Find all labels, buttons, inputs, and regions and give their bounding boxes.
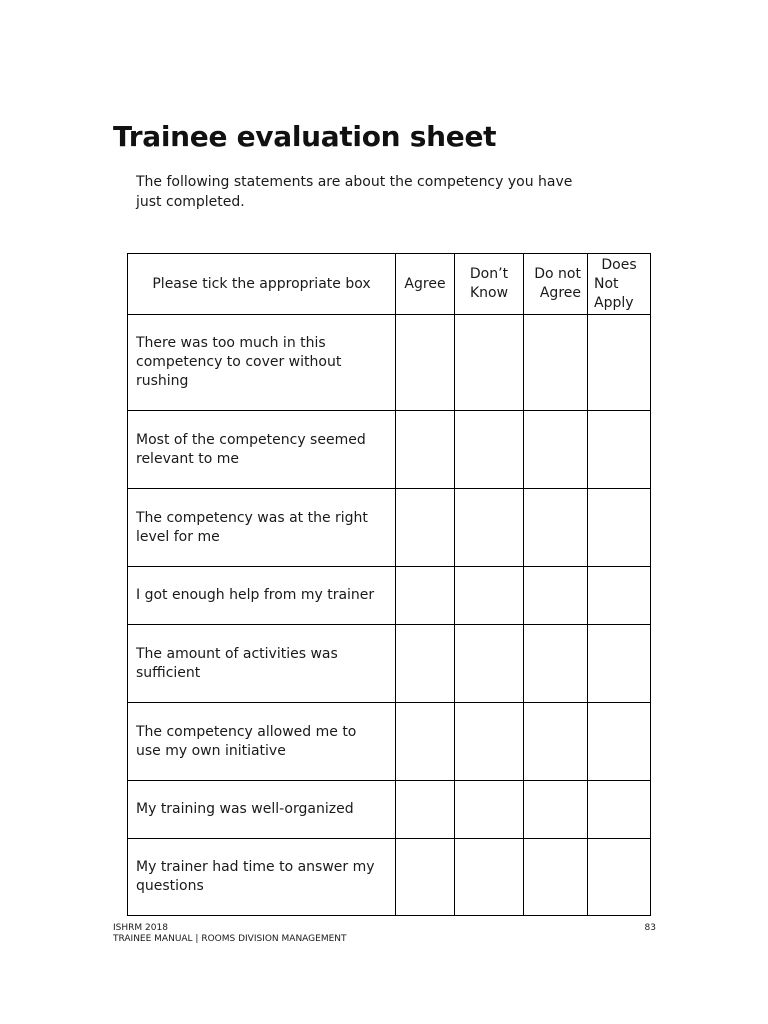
header-prompt: Please tick the appropriate box — [128, 254, 396, 315]
header-row — [128, 254, 651, 315]
tick-box-do-not-agree[interactable] — [524, 489, 588, 567]
statement-text: The competency was at the right level for me — [128, 489, 396, 567]
header-do-not-agree-line1: Do not — [534, 266, 581, 282]
tick-box-does-not-apply[interactable] — [588, 781, 651, 839]
tick-box-does-not-apply[interactable] — [588, 489, 651, 567]
tick-box-dont-know[interactable] — [455, 489, 524, 567]
tick-box-do-not-agree[interactable] — [524, 781, 588, 839]
tick-box-does-not-apply[interactable] — [588, 839, 651, 916]
tick-box-does-not-apply[interactable] — [588, 625, 651, 703]
tick-box-does-not-apply[interactable] — [588, 567, 651, 625]
tick-box-agree[interactable] — [396, 781, 455, 839]
statement-text: Most of the competency seemed relevant to me — [128, 411, 396, 489]
tick-box-does-not-apply[interactable] — [588, 411, 651, 489]
footer-manual: TRAINEE MANUAL | ROOMS DIVISION MANAGEMENT — [113, 934, 347, 944]
tick-box-does-not-apply[interactable] — [588, 315, 651, 411]
tick-box-agree[interactable] — [396, 703, 455, 781]
evaluation-table — [127, 253, 651, 916]
table-row — [128, 567, 651, 625]
footer-page-number: 83 — [644, 923, 656, 933]
tick-box-does-not-apply[interactable] — [588, 703, 651, 781]
header-does-not-apply — [588, 254, 651, 315]
statement-text: My trainer had time to answer my questions — [128, 839, 396, 916]
header-agree: Agree — [396, 254, 455, 315]
footer-org: ISHRM 2018 — [113, 923, 168, 933]
statement-text: The amount of activities was sufficient — [128, 625, 396, 703]
tick-box-dont-know[interactable] — [455, 839, 524, 916]
tick-box-agree[interactable] — [396, 315, 455, 411]
tick-box-do-not-agree[interactable] — [524, 567, 588, 625]
tick-box-do-not-agree[interactable] — [524, 411, 588, 489]
header-do-not-agree — [524, 254, 588, 315]
tick-box-agree[interactable] — [396, 489, 455, 567]
header-dont-know-line1: Don’t — [469, 266, 509, 282]
tick-box-dont-know[interactable] — [455, 315, 524, 411]
header-dont-know-line2: Know — [469, 285, 509, 301]
statement-text: There was too much in this competency to cover without rushing — [128, 315, 396, 411]
table-row — [128, 411, 651, 489]
statement-text: My training was well-organized — [128, 781, 396, 839]
tick-box-do-not-agree[interactable] — [524, 839, 588, 916]
page-footer — [113, 923, 656, 945]
tick-box-do-not-agree[interactable] — [524, 703, 588, 781]
table-row — [128, 839, 651, 916]
statement-text: I got enough help from my trainer — [128, 567, 396, 625]
tick-box-agree[interactable] — [396, 625, 455, 703]
tick-box-dont-know[interactable] — [455, 567, 524, 625]
table-row — [128, 625, 651, 703]
header-does-not-apply-line3: Apply — [594, 294, 634, 311]
page-title: Trainee evaluation sheet — [113, 120, 497, 153]
tick-box-dont-know[interactable] — [455, 781, 524, 839]
tick-box-agree[interactable] — [396, 567, 455, 625]
tick-box-do-not-agree[interactable] — [524, 315, 588, 411]
header-do-not-agree-line2: Agree — [539, 285, 581, 301]
header-does-not-apply-line2: Not — [594, 275, 619, 292]
header-does-not-apply-line1: Does — [601, 256, 637, 273]
header-dont-know — [455, 254, 524, 315]
table-row — [128, 781, 651, 839]
tick-box-dont-know[interactable] — [455, 411, 524, 489]
tick-box-do-not-agree[interactable] — [524, 625, 588, 703]
table-row — [128, 489, 651, 567]
tick-box-dont-know[interactable] — [455, 703, 524, 781]
tick-box-agree[interactable] — [396, 839, 455, 916]
statement-text: The competency allowed me to use my own initiative — [128, 703, 396, 781]
table-row — [128, 703, 651, 781]
intro-text: The following statements are about the competency you have just completed. — [136, 174, 573, 210]
tick-box-agree[interactable] — [396, 411, 455, 489]
table-row — [128, 315, 651, 411]
tick-box-dont-know[interactable] — [455, 625, 524, 703]
